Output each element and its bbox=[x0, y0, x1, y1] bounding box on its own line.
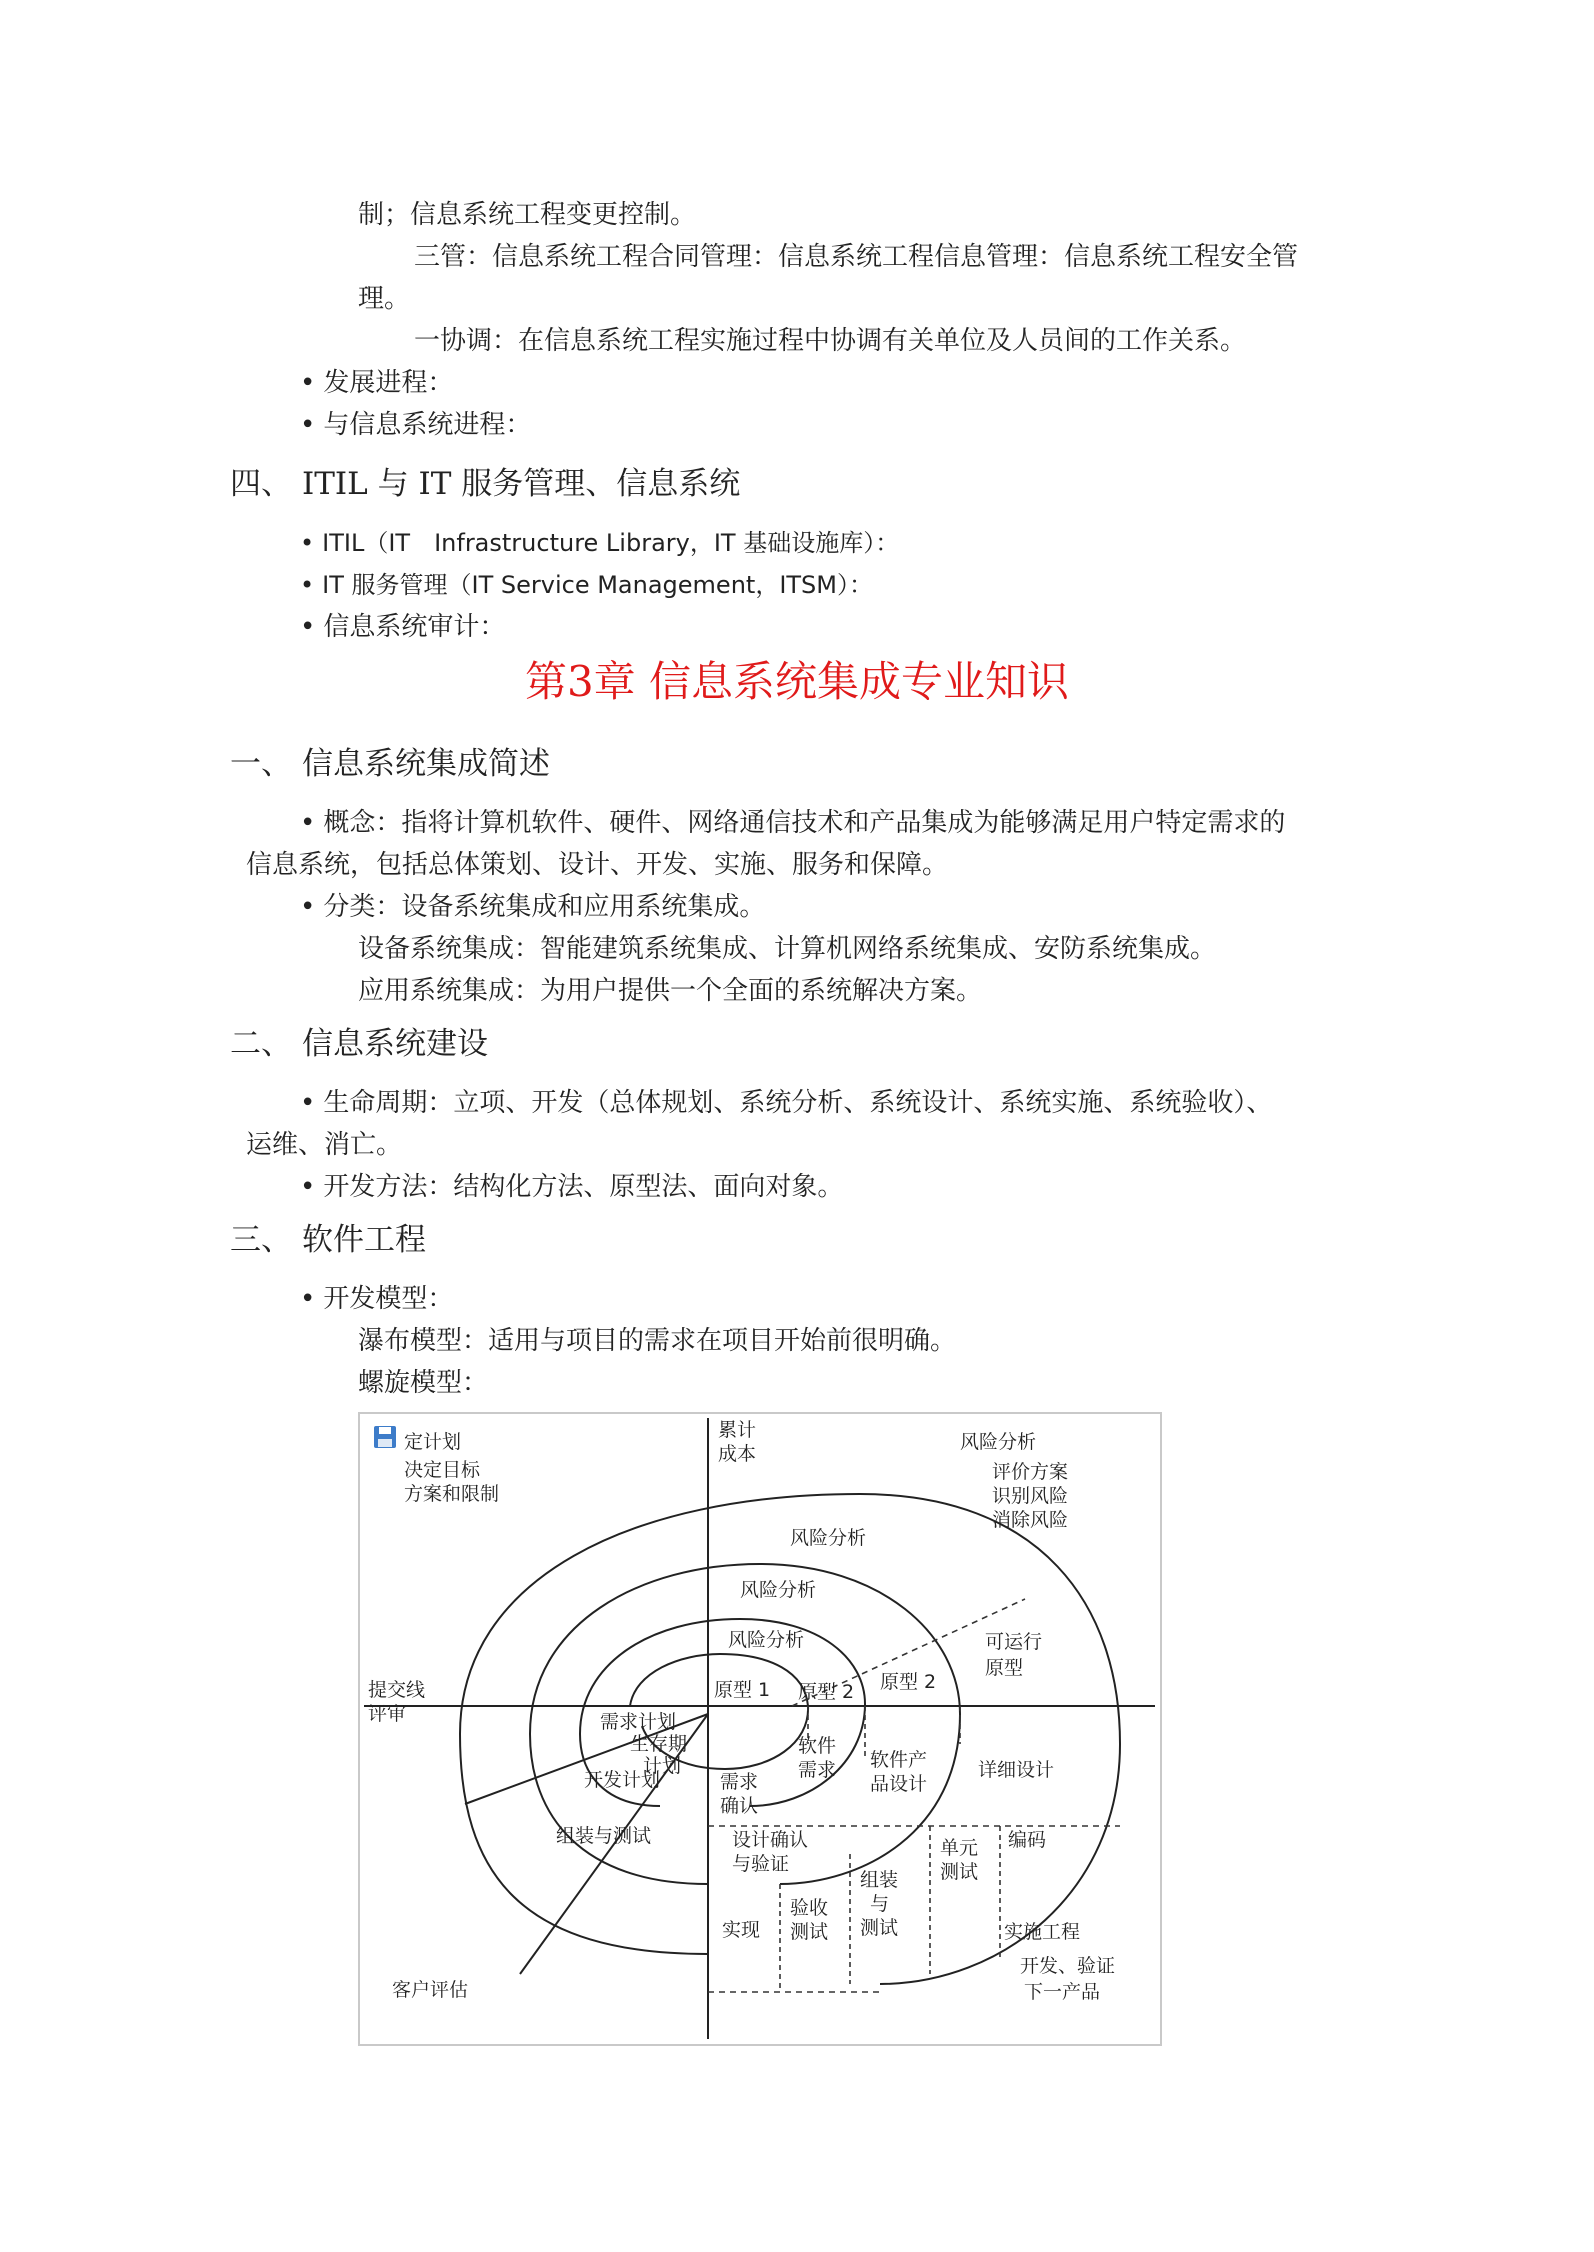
section-title: ITIL 与 IT 服务管理、信息系统 bbox=[302, 466, 741, 502]
section-number: 一、 bbox=[230, 746, 292, 782]
integration-test-label: 与 bbox=[870, 1893, 890, 1915]
risk-analysis-title: 风险分析 bbox=[960, 1431, 1037, 1453]
section-heading bbox=[230, 1220, 426, 1260]
design-verify-label: 设计确认 bbox=[732, 1829, 809, 1851]
text-line: 一协调：在信息系统工程实施过程中协调有关单位及人员间的工作关系。 bbox=[414, 326, 1247, 356]
coding-label: 编码 bbox=[1008, 1829, 1047, 1851]
submit-review-label: 提交线 bbox=[368, 1679, 426, 1701]
text-line: 信息系统，包括总体策划、设计、开发、实施、服务和保障。 bbox=[246, 850, 949, 880]
unit-test-label: 单元 bbox=[940, 1837, 979, 1859]
section-heading bbox=[230, 744, 550, 784]
text-line: 运维、消亡。 bbox=[246, 1130, 403, 1160]
section-heading bbox=[230, 1024, 488, 1064]
bullet-item: • 开发模型： bbox=[300, 1282, 453, 1316]
customer-evaluation-label: 客户评估 bbox=[392, 1979, 469, 2001]
software-requirements-label: 需求 bbox=[798, 1759, 837, 1781]
bullet-item: • 概念：指将计算机软件、硬件、网络通信技术和产品集成为能够满足用户特定需求的 bbox=[300, 806, 1285, 840]
text-line: 设备系统集成：智能建筑系统集成、计算机网络系统集成、安防系统集成。 bbox=[358, 934, 1217, 964]
bullet-item: • IT 服务管理（IT Service Management，ITSM）： bbox=[300, 568, 873, 602]
unit-test-label: 测试 bbox=[940, 1861, 979, 1883]
detailed-design-label: 详细设计 bbox=[978, 1759, 1055, 1781]
lifecycle-plan-label: 生存期 bbox=[630, 1733, 688, 1755]
text-line: 理。 bbox=[358, 284, 411, 314]
software-design-label: 软件产 bbox=[870, 1749, 928, 1771]
software-requirements-label: 软件 bbox=[798, 1735, 837, 1757]
lifecycle-plan-label: 计划 bbox=[643, 1755, 682, 1777]
requirements-plan-label: 需求计划 bbox=[600, 1711, 677, 1733]
implementation-engineering-label: 实施工程 bbox=[1004, 1921, 1081, 1943]
risk-analysis-line: 评价方案 bbox=[992, 1461, 1069, 1483]
assembly-test-label: 组装与测试 bbox=[556, 1825, 652, 1847]
plan-line: 决定目标 bbox=[404, 1459, 481, 1481]
bullet-item: • 与信息系统进程： bbox=[300, 408, 531, 442]
risk-analysis-line: 消除风险 bbox=[992, 1509, 1069, 1531]
bullet-item: • ITIL（IT Infrastructure Library，IT 基础设施库）： bbox=[300, 526, 899, 560]
requirements-confirm-label: 确认 bbox=[720, 1795, 759, 1817]
section-title: 软件工程 bbox=[302, 1222, 426, 1258]
text-line: 制；信息系统工程变更控制。 bbox=[358, 200, 697, 230]
design-verify-label: 与验证 bbox=[732, 1853, 790, 1875]
requirements-confirm-label: 需求 bbox=[720, 1771, 759, 1793]
section-number: 三、 bbox=[230, 1222, 292, 1258]
bullet-item: • 发展进程： bbox=[300, 366, 453, 400]
chapter-title: 第3章 信息系统集成专业知识 bbox=[524, 657, 1070, 706]
risk-analysis-label: 风险分析 bbox=[740, 1579, 817, 1601]
bullet-item: • 生命周期：立项、开发（总体规划、系统分析、系统设计、系统实施、系统验收）、 bbox=[300, 1086, 1272, 1120]
acceptance-test-label: 测试 bbox=[790, 1921, 829, 1943]
section-title: 信息系统集成简述 bbox=[302, 746, 550, 782]
prototype-label: 原型 2 bbox=[798, 1681, 855, 1703]
risk-analysis-label: 风险分析 bbox=[728, 1629, 805, 1651]
spiral-model-diagram bbox=[358, 1412, 1162, 2046]
cumulative-cost-label: 累计 bbox=[718, 1419, 757, 1441]
risk-analysis-label: 风险分析 bbox=[790, 1527, 867, 1549]
plan-line: 方案和限制 bbox=[404, 1483, 500, 1505]
next-product-label: 开发、验证 bbox=[1020, 1955, 1116, 1977]
bullet-item: • 信息系统审计： bbox=[300, 610, 505, 644]
section-heading bbox=[230, 464, 740, 504]
text-line: 螺旋模型： bbox=[358, 1368, 489, 1398]
bullet-item: • 开发方法：结构化方法、原型法、面向对象。 bbox=[300, 1170, 843, 1204]
next-product-label: 下一产品 bbox=[1024, 1981, 1101, 2003]
integration-test-label: 测试 bbox=[860, 1917, 899, 1939]
integration-test-label: 组装 bbox=[860, 1869, 899, 1891]
prototype-label: 原型 1 bbox=[714, 1679, 771, 1701]
implementation-label: 实现 bbox=[722, 1919, 761, 1941]
prototype-label: 原型 2 bbox=[880, 1671, 937, 1693]
section-title: 信息系统建设 bbox=[302, 1026, 488, 1062]
submit-review-label: 评审 bbox=[368, 1703, 407, 1725]
risk-analysis-line: 识别风险 bbox=[992, 1485, 1069, 1507]
section-number: 二、 bbox=[230, 1026, 292, 1062]
runnable-prototype-label: 原型 bbox=[985, 1657, 1024, 1679]
runnable-prototype-label: 可运行 bbox=[985, 1631, 1043, 1653]
text-line: 瀑布模型：适用与项目的需求在项目开始前很明确。 bbox=[358, 1326, 957, 1356]
bullet-item: • 分类：设备系统集成和应用系统集成。 bbox=[300, 890, 765, 924]
text-line: 三管：信息系统工程合同管理：信息系统工程信息管理：信息系统工程安全管 bbox=[414, 242, 1299, 272]
plan-title: 定计划 bbox=[404, 1431, 462, 1453]
save-icon bbox=[374, 1426, 396, 1448]
acceptance-test-label: 验收 bbox=[790, 1897, 829, 1919]
dev-plan-label: 开发计划 bbox=[584, 1769, 661, 1791]
section-number: 四、 bbox=[230, 466, 292, 502]
text-line: 应用系统集成：为用户提供一个全面的系统解决方案。 bbox=[358, 976, 983, 1006]
cumulative-cost-label: 成本 bbox=[718, 1443, 757, 1465]
software-design-label: 品设计 bbox=[870, 1773, 928, 1795]
spiral-model-svg bbox=[360, 1414, 1160, 2044]
